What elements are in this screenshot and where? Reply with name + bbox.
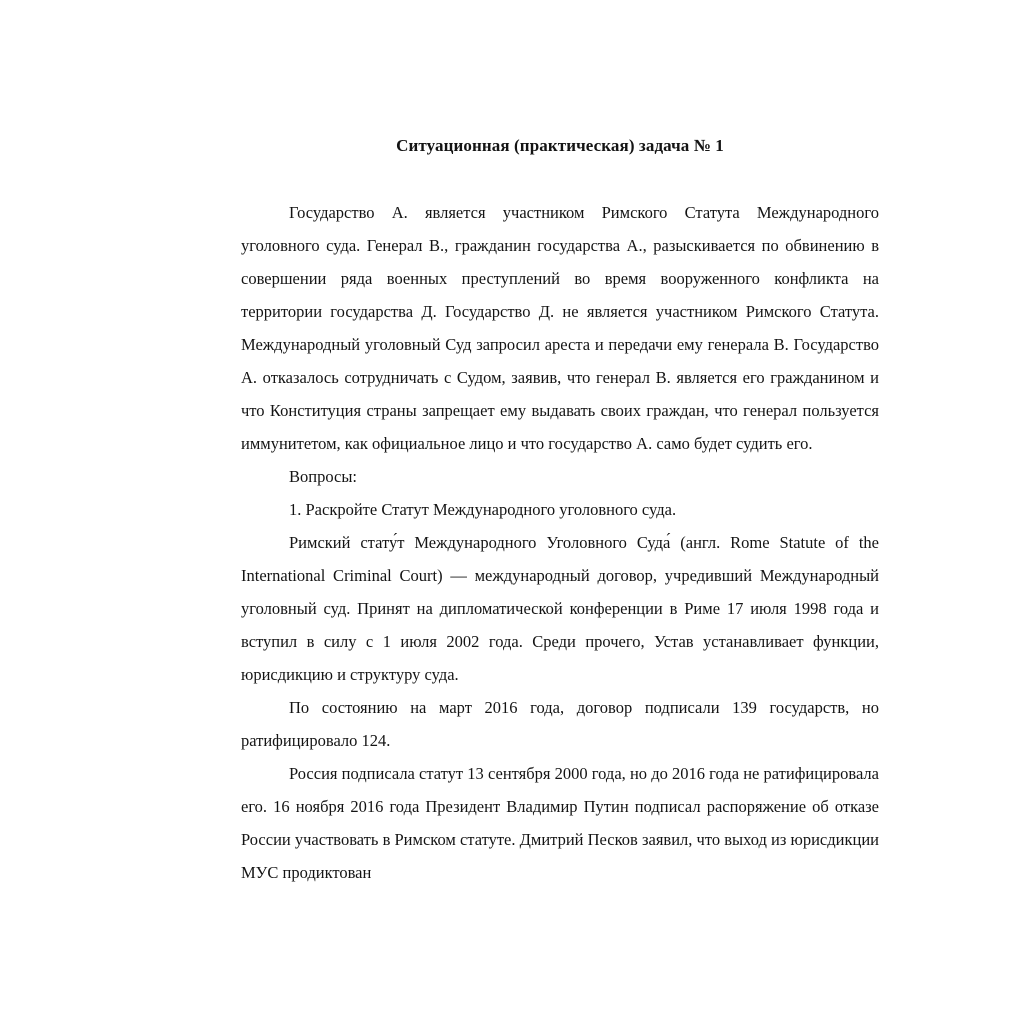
paragraph-russia: Россия подписала статут 13 сентября 2000 года, но до 2016 года не ратифицировала его. 16 ноября 2016 года Президент Владимир Путин подписал распоряжение об отказе России участвовать в Римском статуте. Дмитрий Песков заявил, что выход из юрисдикции МУС продиктован (241, 764, 879, 882)
document-title: Ситуационная (практическая) задача № 1 (396, 136, 724, 155)
paragraph-questions-heading: Вопросы: (289, 467, 357, 486)
body-text (241, 196, 879, 889)
paragraph-signatories: По состоянию на март 2016 года, договор подписали 139 государств, но ратифицировало 124. (241, 698, 879, 750)
paragraph-situation: Государство А. является участником Римского Статута Международного уголовного суда. Генерал В., гражданин государства А., разыскивается по обвинению в совершении ряда военных преступлений во время вооруженного конфликта на территории государства Д. Государство Д. не является участником Римского Статута. Международный уголовный Суд запросил ареста и передачи ему генерала В. Государство А. отказалось сотрудничать с Судом, заявив, что генерал В. является его гражданином и что Конституция страны запрещает ему выдавать своих граждан, что генерал пользуется иммунитетом, как официальное лицо и что государство А. само будет судить его. (241, 203, 879, 453)
paragraph-question-1: 1. Раскройте Статут Международного уголовного суда. (289, 500, 677, 519)
paragraph-rome-statute: Римский стату́т Международного Уголовного Суда́ (англ. Rome Statute of the International Criminal Court) — международный договор, учредивший Международный уголовный суд. Принят на дипломатической конференции в Риме 17 июля 1998 года и вступил в силу с 1 июля 2002 года. Среди прочего, Устав устанавливает функции, юрисдикцию и структуру суда. (241, 533, 879, 684)
